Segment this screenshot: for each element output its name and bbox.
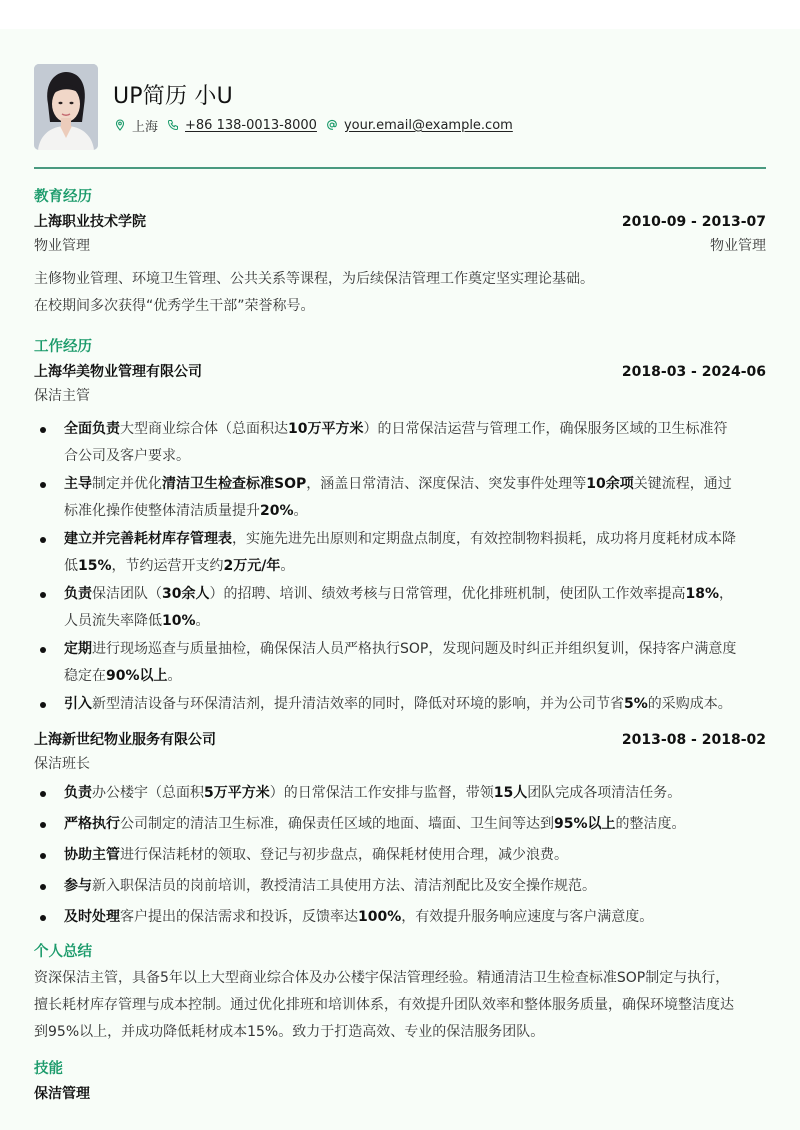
job-date: 2013-08 - 2018-02 (621, 732, 766, 748)
contact-email[interactable] (326, 118, 513, 133)
bullet-item: 负责办公楼宇（总面积5万平方米）的日常保洁工作安排与监督，带领15人团队完成各项清洁任务。 (34, 780, 766, 807)
resume-header (34, 64, 766, 150)
bullet-item: 负责保洁团队（30余人）的招聘、培训、绩效考核与日常管理，优化排班机制，使团队工作效率提高18%，人员流失率降低10%。 (34, 581, 766, 635)
phone-icon (167, 119, 179, 131)
resume-content (34, 184, 766, 1106)
major-right: 物业管理 (710, 238, 766, 254)
company-name: 上海新世纪物业服务有限公司 (34, 732, 216, 748)
school-name: 上海职业技术学院 (34, 214, 146, 230)
contact-location (114, 116, 158, 135)
summary-text: 资深保洁主管，具备5年以上大型商业综合体及办公楼宇保洁管理经验。精通清洁卫生检查标准SOP制定与执行，擅长耗材库存管理与成本控制。通过优化排班和培训体系，有效提升团队效率和整体服务质量，确保环境整洁度达到95%以上，并成功降低耗材成本15%。致力于打造高效、专业的保洁服务团队。 (34, 970, 734, 1040)
education-section (34, 184, 766, 320)
bullet-item: 主导制定并优化清洁卫生检查标准SOP，涵盖日常清洁、深度保洁、突发事件处理等10余项关键流程，通过标准化操作使整体清洁质量提升20%。 (34, 471, 766, 525)
job-bullets (34, 416, 766, 718)
job-role: 保洁主管 (34, 388, 90, 404)
education-desc-1: 主修物业管理、环境卫生管理、公共关系等课程，为后续保洁管理工作奠定坚实理论基础。 (34, 271, 594, 287)
bullet-item: 协助主管进行保洁耗材的领取、登记与初步盘点，确保耗材使用合理，减少浪费。 (34, 842, 766, 869)
job-entry (34, 360, 766, 718)
candidate-name: UP简历 小U (113, 84, 233, 109)
contact-row (114, 116, 522, 134)
contact-phone[interactable] (167, 118, 317, 133)
job-bullets (34, 780, 766, 931)
map-pin-icon (114, 119, 126, 131)
summary-section (34, 939, 766, 1046)
major: 物业管理 (34, 238, 90, 254)
email-link[interactable]: your.email@example.com (343, 117, 513, 133)
portrait-photo-icon (34, 64, 98, 150)
location-text: 上海 (132, 119, 159, 135)
resume-page (0, 29, 800, 1130)
bullet-item: 及时处理客户提出的保洁需求和投诉，反馈率达100%，有效提升服务响应速度与客户满意度。 (34, 904, 766, 931)
education-desc-2: 在校期间多次获得“优秀学生干部”荣誉称号。 (34, 298, 315, 314)
education-date: 2010-09 - 2013-07 (621, 214, 766, 230)
section-title-work: 工作经历 (34, 339, 92, 355)
skills-section (34, 1056, 766, 1106)
skill-item: 保洁管理 (34, 1086, 90, 1102)
avatar (34, 64, 98, 150)
job-date: 2018-03 - 2024-06 (621, 364, 766, 380)
section-title-summary: 个人总结 (34, 944, 92, 960)
bullet-item: 定期进行现场巡查与质量抽检，确保保洁人员严格执行SOP，发现问题及时纠正并组织复训，保持客户满意度稳定在90%以上。 (34, 636, 766, 690)
bullet-item: 严格执行公司制定的清洁卫生标准，确保责任区域的地面、墙面、卫生间等达到95%以上的整洁度。 (34, 811, 766, 838)
header-divider (34, 167, 766, 169)
section-title-skills: 技能 (34, 1061, 63, 1077)
company-name: 上海华美物业管理有限公司 (34, 364, 202, 380)
bullet-item: 参与新入职保洁员的岗前培训，教授清洁工具使用方法、清洁剂配比及安全操作规范。 (34, 873, 766, 900)
at-sign-icon (326, 119, 338, 131)
job-entry (34, 728, 766, 931)
section-title-education: 教育经历 (34, 189, 92, 205)
bullet-item: 全面负责大型商业综合体（总面积达10万平方米）的日常保洁运营与管理工作，确保服务区域的卫生标准符合公司及客户要求。 (34, 416, 766, 470)
phone-link[interactable]: +86 138-0013-8000 (185, 117, 317, 133)
bullet-item: 引入新型清洁设备与环保清洁剂，提升清洁效率的同时，降低对环境的影响，并为公司节省5%的采购成本。 (34, 691, 766, 718)
job-role: 保洁班长 (34, 756, 90, 772)
bullet-item: 建立并完善耗材库存管理表，实施先进先出原则和定期盘点制度，有效控制物料损耗，成功将月度耗材成本降低15%，节约运营开支约2万元/年。 (34, 526, 766, 580)
work-section (34, 334, 766, 931)
